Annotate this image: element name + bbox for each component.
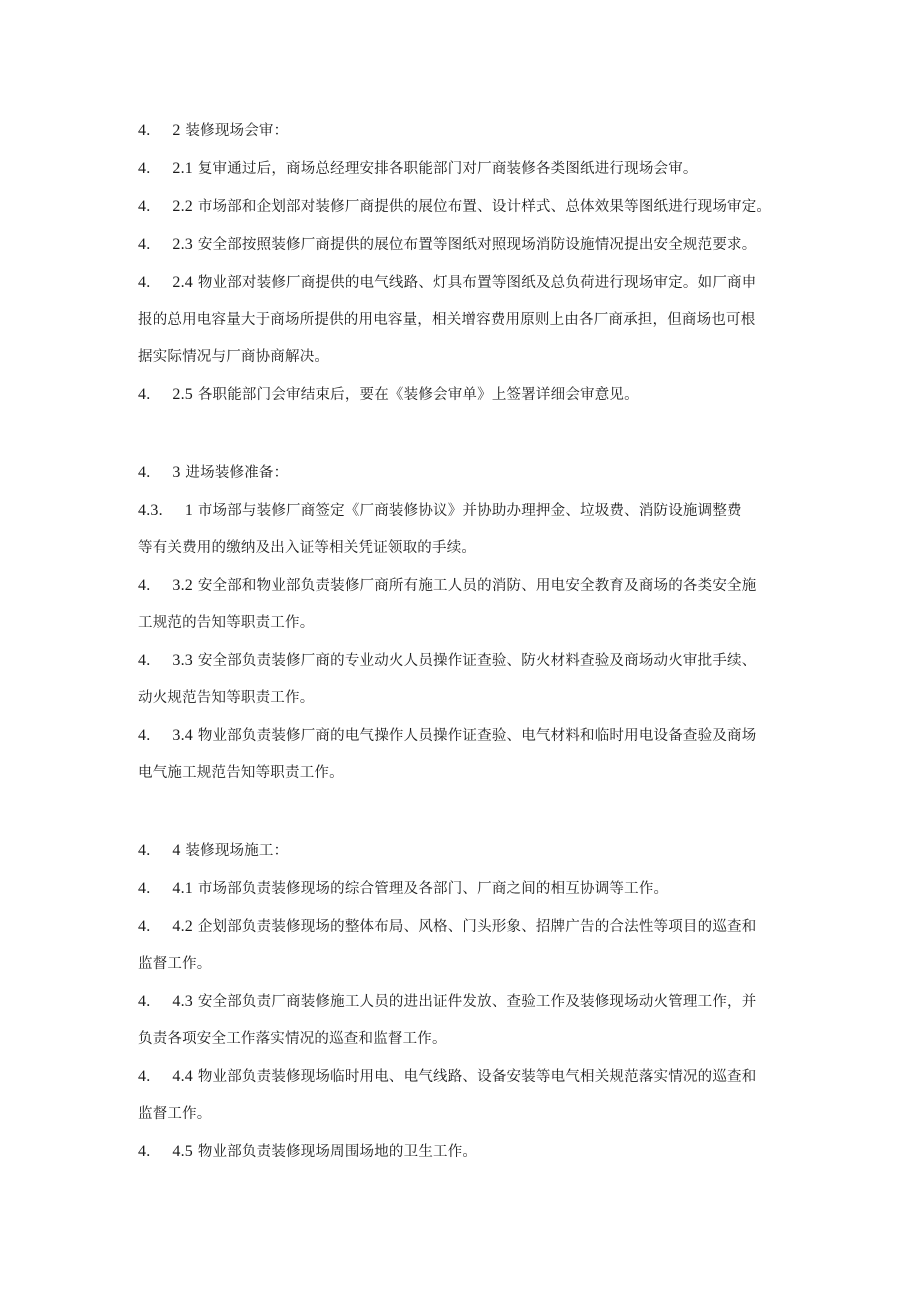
- clause-4-2-2: 4. 2.2 市场部和企划部对装修厂商提供的展位布置、设计样式、总体效果等图纸进行现场审定。: [138, 198, 772, 215]
- clause-4-3-1: 4.3. 1 市场部与装修厂商签定《厂商装修协议》并协助办理押金、垃圾费、消防设施调整费 等有关费用的缴纳及出入证等相关凭证领取的手续。: [138, 492, 798, 567]
- clause-4-3-2: 4. 3.2 安全部和物业部负责装修厂商所有施工人员的消防、用电安全教育及商场的各类安全施 工规范的告知等职责工作。: [138, 567, 798, 642]
- section-4-3: [138, 454, 798, 792]
- clause-4-2-4: 4. 2.4 物业部对装修厂商提供的电气线路、灯具布置等图纸及总负荷进行现场审定。如厂商申 报的总用电容量大于商场所提供的用电容量，相关增容费用原则上由各厂商承担，但商场也可根 据实际情况与厂商协商解决。: [138, 264, 798, 376]
- clause-4-2-5: 4. 2.5 各职能部门会审结束后，要在《装修会审单》上签署详细会审意见。: [138, 386, 639, 403]
- clause-4-2-1: 4. 2.1 复审通过后，商场总经理安排各职能部门对厂商装修各类图纸进行现场会审。: [138, 160, 698, 177]
- document-body: [138, 112, 798, 1211]
- clause-4-4-1: 4. 4.1 市场部负责装修现场的综合管理及各部门、厂商之间的相互协调等工作。: [138, 880, 669, 897]
- clause-continuation: 电气施工规范告知等职责工作。: [138, 765, 344, 781]
- clause-continuation: 据实际情况与厂商协商解决。: [138, 349, 330, 365]
- clause-4-4-5: 4. 4.5 物业部负责装修现场周围场地的卫生工作。: [138, 1143, 478, 1160]
- clause-4-4-2: 4. 4.2 企划部负责装修现场的整体布局、风格、门头形象、招牌广告的合法性等项目的巡查和 监督工作。: [138, 908, 798, 983]
- section-heading: 4. 2 装修现场会审：: [138, 122, 289, 139]
- section-heading: 4. 4 装修现场施工：: [138, 842, 289, 859]
- section-4-4: [138, 832, 798, 1171]
- clause-4-3-4: 4. 3.4 物业部负责装修厂商的电气操作人员操作证查验、电气材料和临时用电设备查验及商场 电气施工规范告知等职责工作。: [138, 717, 798, 792]
- clause-continuation: 监督工作。: [138, 1106, 212, 1122]
- clause-continuation: 工规范的告知等职责工作。: [138, 615, 315, 631]
- clause-continuation: 负责各项安全工作落实情况的巡查和监督工作。: [138, 1031, 447, 1047]
- section-heading: 4. 3 进场装修准备：: [138, 464, 289, 481]
- section-4-2: [138, 112, 798, 414]
- clause-4-3-3: 4. 3.3 安全部负责装修厂商的专业动火人员操作证查验、防火材料查验及商场动火审批手续、 动火规范告知等职责工作。: [138, 642, 798, 717]
- clause-continuation: 动火规范告知等职责工作。: [138, 690, 315, 706]
- clause-4-4-3: 4. 4.3 安全部负责厂商装修施工人员的进出证件发放、查验工作及装修现场动火管理工作，并 负责各项安全工作落实情况的巡查和监督工作。: [138, 983, 798, 1058]
- clause-4-2-3: 4. 2.3 安全部按照装修厂商提供的展位布置等图纸对照现场消防设施情况提出安全规范要求。: [138, 236, 757, 253]
- clause-continuation: 等有关费用的缴纳及出入证等相关凭证领取的手续。: [138, 540, 477, 556]
- clause-continuation: 监督工作。: [138, 956, 212, 972]
- clause-continuation: 报的总用电容量大于商场所提供的用电容量，相关增容费用原则上由各厂商承担，但商场也可根: [138, 312, 756, 328]
- clause-4-4-4: 4. 4.4 物业部负责装修现场临时用电、电气线路、设备安装等电气相关规范落实情况的巡查和 监督工作。: [138, 1058, 798, 1133]
